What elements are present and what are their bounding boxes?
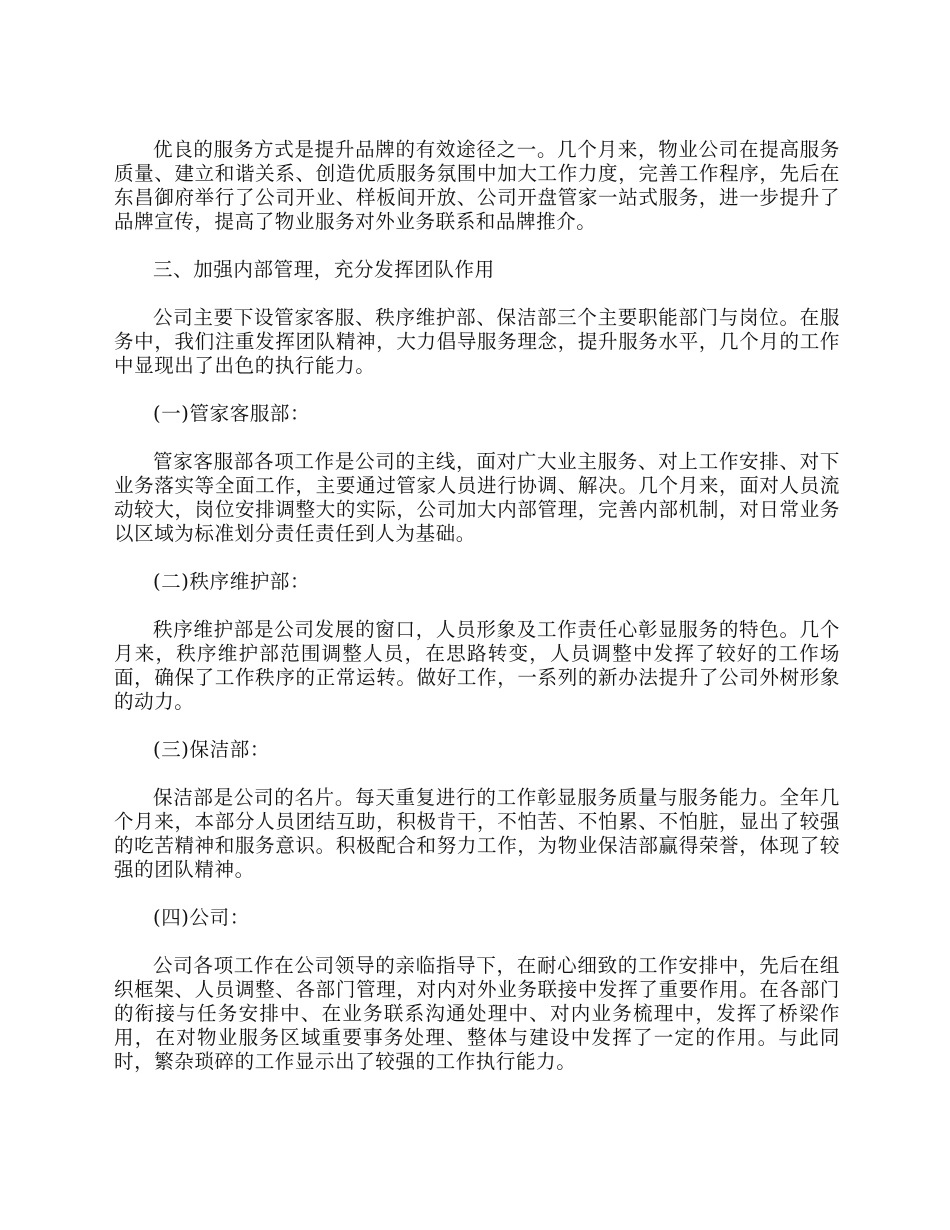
paragraph-company: 公司各项工作在公司领导的亲临指导下，在耐心细致的工作安排中，先后在组织框架、人员调整、各部门管理，对内对外业务联接中发挥了重要作用。在各部门的衔接与任务安排中、在业务联系沟通处理中、对内业务梳理中，发挥了桥梁作用，在对物业服务区域重要事务处理、整体与建设中发挥了一定的作用。与此同时，繁杂琐碎的工作显示出了较强的工作执行能力。 (114, 954, 840, 1073)
section-heading-3: 三、加强内部管理，充分发挥团队作用 (153, 258, 495, 281)
paragraph-order-maintenance: 秩序维护部是公司发展的窗口，人员形象及工作责任心彰显服务的特色。几个月来，秩序维护部范围调整人员，在思路转变，人员调整中发挥了较好的工作场面，确保了工作秩序的正常运转。做好工作，一系列的新办法提升了公司外树形象的动力。 (114, 618, 840, 713)
document-body (114, 138, 840, 1098)
paragraph-butler-service: 管家客服部各项工作是公司的主线，面对广大业主服务、对上工作安排、对下业务落实等全面工作，主要通过管家人员进行协调、解决。几个月来，面对人员流动较大，岗位安排调整大的实际，公司加大内部管理，完善内部机制，对日常业务以区域为标准划分责任责任到人为基础。 (114, 450, 840, 545)
paragraph-departments: 公司主要下设管家客服、秩序维护部、保洁部三个主要职能部门与岗位。在服务中，我们注重发挥团队精神，大力倡导服务理念，提升服务水平，几个月的工作中显现出了出色的执行能力。 (114, 306, 840, 377)
subheading-order-maintenance: (二)秩序维护部： (153, 570, 311, 593)
paragraph-service-brand: 优良的服务方式是提升品牌的有效途径之一。几个月来，物业公司在提高服务质量、建立和谐关系、创造优质服务氛围中加大工作力度，完善工作程序，先后在东昌御府举行了公司开业、样板间开放、公司开盘管家一站式服务，进一步提升了品牌宣传，提高了物业服务对外业务联系和品牌推介。 (114, 138, 840, 233)
subheading-company: (四)公司： (153, 906, 250, 929)
subheading-cleaning: (三)保洁部： (153, 738, 270, 761)
subheading-butler-service: (一)管家客服部： (153, 402, 311, 425)
paragraph-cleaning: 保洁部是公司的名片。每天重复进行的工作彰显服务质量与服务能力。全年几个月来，本部分人员团结互助，积极肯干，不怕苦、不怕累、不怕脏，显出了较强的吃苦精神和服务意识。积极配合和努力工作，为物业保洁部赢得荣誉，体现了较强的团队精神。 (114, 786, 840, 881)
